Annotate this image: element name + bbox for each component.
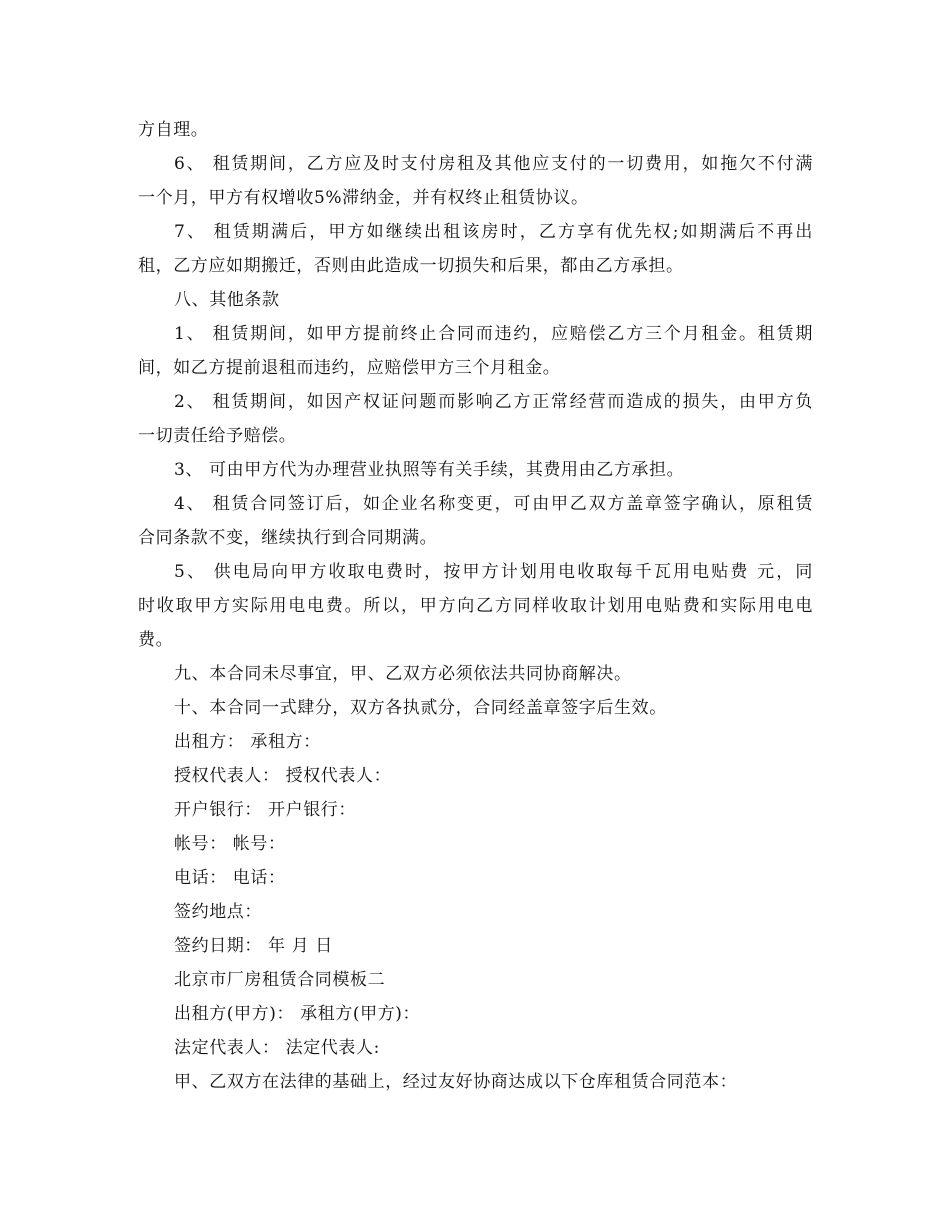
paragraph-line: 费。 bbox=[138, 630, 174, 650]
paragraph-line: 7、 租赁期满后，甲方如继续出租该房时，乙方享有优先权;如期满后不再出 bbox=[174, 222, 813, 242]
signature-field: 签约日期： 年 月 日 bbox=[174, 936, 333, 956]
section-heading: 十、本合同一式肆分，双方各执贰分，合同经盖章签字后生效。 bbox=[174, 698, 667, 718]
paragraph-line: 时收取甲方实际用电电费。所以，甲方向乙方同样收取计划用电贴费和实际用电电 bbox=[138, 596, 813, 616]
signature-field: 出租方(甲方)： 承租方(甲方)： bbox=[174, 1004, 421, 1024]
signature-field: 法定代表人： 法定代表人: bbox=[174, 1038, 380, 1058]
paragraph-line: 5、 供电局向甲方收取电费时，按甲方计划用电收取每千瓦用电贴费 元，同 bbox=[174, 562, 813, 582]
paragraph-line: 甲、乙双方在法律的基础上，经过友好协商达成以下仓库租赁合同范本： bbox=[174, 1072, 738, 1092]
signature-field: 帐号： 帐号： bbox=[174, 834, 286, 854]
signature-field: 电话： 电话： bbox=[174, 868, 286, 888]
paragraph-line: 间，如乙方提前退租而违约，应赔偿甲方三个月租金。 bbox=[138, 358, 561, 378]
paragraph-line: 4、 租赁合同签订后，如企业名称变更，可由甲乙双方盖章签字确认，原租赁 bbox=[174, 494, 813, 514]
paragraph-line: 2、 租赁期间，如因产权证问题而影响乙方正常经营而造成的损失，由甲方负 bbox=[174, 392, 813, 412]
signature-field: 签约地点： bbox=[174, 902, 262, 922]
section-heading: 八、其他条款 bbox=[174, 290, 280, 310]
paragraph-line: 一个月，甲方有权增收5%滞纳金，并有权终止租赁协议。 bbox=[138, 188, 589, 208]
signature-field: 开户银行： 开户银行： bbox=[174, 800, 357, 820]
paragraph-line: 1、 租赁期间，如甲方提前终止合同而违约，应赔偿乙方三个月租金。租赁期 bbox=[174, 324, 813, 344]
paragraph-line: 租，乙方应如期搬迁，否则由此造成一切损失和后果，都由乙方承担。 bbox=[138, 256, 684, 276]
document-subtitle: 北京市厂房租赁合同模板二 bbox=[174, 970, 386, 990]
paragraph-line: 方自理。 bbox=[138, 120, 209, 140]
paragraph-line: 合同条款不变，继续执行到合同期满。 bbox=[138, 528, 438, 548]
section-heading: 九、本合同未尽事宜，甲、乙双方必须依法共同协商解决。 bbox=[174, 664, 632, 684]
paragraph-line: 一切责任给予赔偿。 bbox=[138, 426, 297, 446]
paragraph-line: 6、 租赁期间，乙方应及时支付房租及其他应支付的一切费用，如拖欠不付满 bbox=[174, 154, 813, 174]
document-body bbox=[138, 113, 813, 1099]
paragraph-line: 3、 可由甲方代为办理营业执照等有关手续，其费用由乙方承担。 bbox=[174, 460, 685, 480]
signature-field: 出租方： 承租方： bbox=[174, 732, 321, 752]
signature-field: 授权代表人： 授权代表人： bbox=[174, 766, 392, 786]
